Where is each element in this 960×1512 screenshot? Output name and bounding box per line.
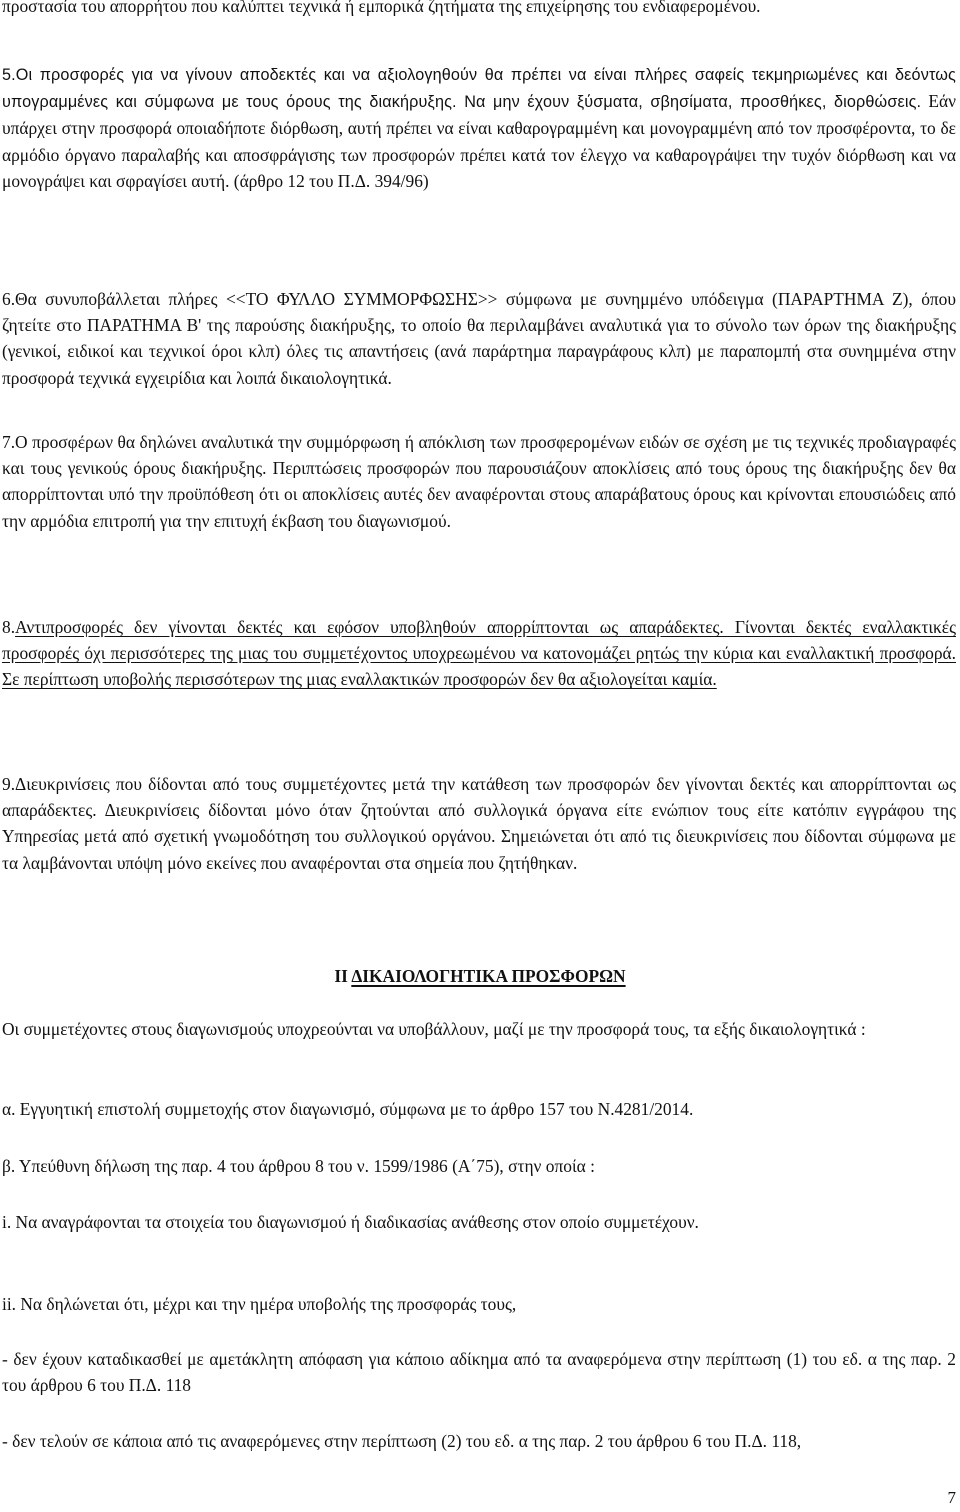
list-item-dash-1	[2, 1346, 956, 1398]
list-item-dash-2-text: - δεν τελούν σε κάποια από τις αναφερόμενες στην περίπτωση (2) του εδ. α της παρ. 2 του άρθρου 6 του Π.Δ. 118,	[2, 1431, 802, 1451]
page-number: 7	[947, 1488, 956, 1507]
list-item-a	[2, 1096, 956, 1122]
paragraph-9-text: 9.Διευκρινίσεις που δίδονται από τους συμμετέχοντες μετά την κατάθεση των προσφορών δεν γίνονται δεκτές και απορρίπτονται ως απαράδεκτες. Διευκρινίσεις δίδονται μόνο όταν ζητούνται από συλλογικά όργανα είτε ενώπιον τους είτε κατόπιν εγγράφου της Υπηρεσίας μετά από σχετική γνωμοδότηση του συλλογικού οργάνου. Σημειώνεται ότι από τις διευκρινίσεις που δίδονται σύμφωνα με τα λαμβάνονται υπόψη μόνο εκείνες που αναφέρονται στα σημεία που ζητήθηκαν.	[2, 774, 956, 873]
paragraph-8-text: Αντιπροσφορές δεν γίνονται δεκτές και εφόσον υποβληθούν απορρίπτονται ως απαράδεκτες. Γίνονται δεκτές εναλλακτικές προσφορές όχι περισσότερες της μιας του συμμετέχοντος υποχρεωμένου να κατονομάζει ρητώς την κύρια και εναλλακτική προσφορά. Σε περίπτωση υποβολής περισσότερων της μιας εναλλακτικών προσφορών δεν θα αξιολογείται καμία.	[2, 617, 956, 690]
paragraph-9	[2, 771, 956, 876]
paragraph-5-part-b: Εάν υπάρχει στην προσφορά οποιαδήποτε διόρθωση, αυτή πρέπει να είναι καθαρογραμμένη και μονογραμμένη από τον προσφέροντα, το δε αρμόδιο όργανο παραλαβής και αποσφράγισης των προσφορών πρέπει κατά τον έλεγχο να καθαρογράψει την τυχόν διόρθωση και να μονογράψει και σφραγίσει αυτή. (άρθρο 12 του Π.Δ. 394/96)	[2, 91, 956, 191]
list-item-dash-2	[2, 1428, 956, 1454]
paragraph-6	[2, 286, 956, 391]
paragraph-7	[2, 429, 956, 534]
list-item-dash-1-text: - δεν έχουν καταδικασθεί με αμετάκλητη απόφαση για κάποιο αδίκημα από τα αναφερόμενα στην περίπτωση (1) του εδ. α της παρ. 2 του άρθρου 6 του Π.Δ. 118	[2, 1349, 956, 1396]
paragraph-5	[2, 61, 956, 194]
list-item-i	[2, 1209, 956, 1235]
list-item-ii-text: ii. Να δηλώνεται ότι, μέχρι και την ημέρα υποβολής της προσφοράς τους,	[2, 1294, 517, 1314]
list-item-b	[2, 1153, 956, 1179]
paragraph-8-number: 8.	[2, 617, 16, 637]
list-item-ii	[2, 1291, 956, 1317]
paragraph-intro-text: προστασία του απορρήτου που καλύπτει τεχνικά ή εμπορικά ζητήματα της επιχείρησης του ενδιαφερομένου.	[2, 0, 761, 16]
paragraph-5-part-a: 5.Οι προσφορές για να γίνουν αποδεκτές και να αξιολογηθούν θα πρέπει να είναι πλήρες σαφείς τεκμηριωμένες και δεόντως υπογραμμένες και σύμφωνα με τους όρους της διακήρυξης. Να μην έχουν ξύσματα, σβησίματα, προσθήκες, διορθώσεις.	[2, 66, 956, 112]
list-item-a-text: α. Εγγυητική επιστολή συμμετοχής στον διαγωνισμό, σύμφωνα με το άρθρο 157 του Ν.4281/2014.	[2, 1099, 694, 1119]
paragraph-intro	[2, 0, 956, 19]
section-heading-title: ΔΙΚΑΙΟΛΟΓΗΤΙΚΑ ΠΡΟΣΦΟΡΩΝ	[351, 966, 626, 986]
section-heading	[0, 966, 960, 987]
list-item-b-text: β. Υπεύθυνη δήλωση της παρ. 4 του άρθρου 8 του ν. 1599/1986 (Α΄75), στην οποία :	[2, 1156, 595, 1176]
paragraph-7-text: 7.Ο προσφέρων θα δηλώνει αναλυτικά την συμμόρφωση ή απόκλιση των προσφερομένων ειδών σε σχέση με τις τεχνικές προδιαγραφές και τους γενικούς όρους διακήρυξης. Περιπτώσεις προσφορών που παρουσιάζουν αποκλίσεις από τους όρους της διακήρυξης δεν θα απορρίπτονται υπό την προϋπόθεση ότι οι αποκλίσεις αυτές δεν αναφέρονται στους απαράβατους όρους και κρίνονται επουσιώδεις από την αρμόδια επιτροπή για την επιτυχή έκβαση του διαγωνισμού.	[2, 432, 956, 531]
paragraph-obligation	[2, 1016, 956, 1042]
paragraph-6-text: 6.Θα συνυποβάλλεται πλήρες <<ΤΟ ΦΥΛΛΟ ΣΥΜΜΟΡΦΩΣΗΣ>> σύμφωνα με συνημμένο υπόδειγμα (ΠΑΡΑΡΤΗΜΑ Ζ), όπου ζητείτε στο ΠΑΡΑΤΗΜΑ Β' της παρούσης διακήρυξης, το οποίο θα περιλαμβάνει αναλυτικά για το σύνολο των όρων της διακήρυξης (γενικοί, ειδικοί και τεχνικοί όροι κλπ) όλες τις απαντήσεις (ανά παράρτημα παραγράφους κλπ) με παραπομπή στα συνημμένα στην προσφορά τεχνικά εγχειρίδια και λοιπά δικαιολογητικά.	[2, 289, 956, 388]
section-heading-prefix: ΙΙ	[334, 966, 352, 986]
list-item-i-text: i. Να αναγράφονται τα στοιχεία του διαγωνισμού ή διαδικασίας ανάθεσης στον οποίο συμμετέχουν.	[2, 1212, 699, 1232]
paragraph-obligation-text: Οι συμμετέχοντες στους διαγωνισμούς υποχρεούνται να υποβάλλουν, μαζί με την προσφορά τους, τα εξής δικαιολογητικά :	[2, 1019, 866, 1039]
paragraph-8	[2, 614, 956, 693]
